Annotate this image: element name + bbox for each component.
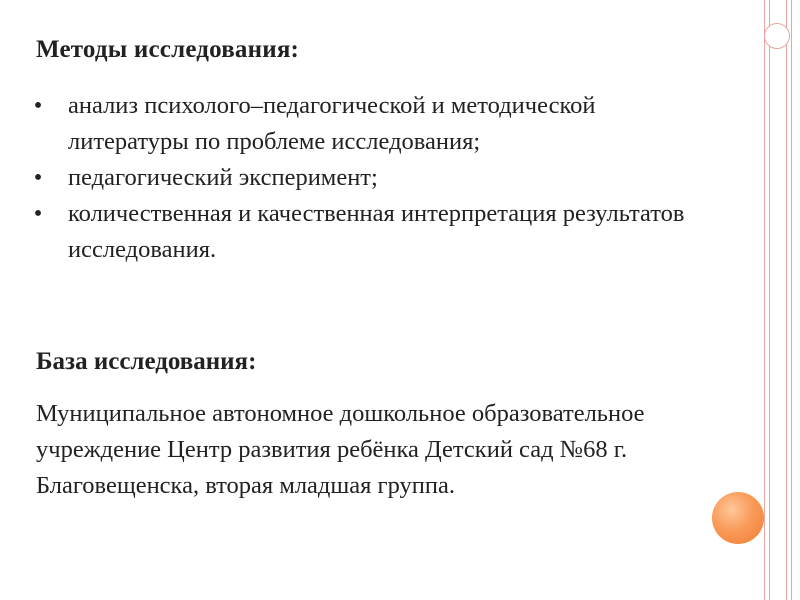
list-item <box>28 160 718 196</box>
decorative-ring-icon <box>764 23 790 49</box>
methods-list <box>28 88 718 268</box>
decorative-line <box>769 0 770 600</box>
list-item-text: анализ психолого–педагогической и методической литературы по проблеме исследования; <box>68 92 596 155</box>
list-item-text: педагогический эксперимент; <box>68 164 378 191</box>
decorative-line <box>764 0 765 600</box>
list-item <box>28 196 718 268</box>
base-heading: База исследования: <box>36 348 257 375</box>
bullet-icon: • <box>33 92 43 119</box>
decorative-line <box>786 0 787 600</box>
bullet-icon: • <box>33 164 43 191</box>
decorative-line <box>791 0 792 600</box>
base-text: Муниципальное автономное дошкольное образовательное учреждение Центр развития ребёнка Детский сад №68 г. Благовещенска, вторая младшая группа. <box>36 400 645 499</box>
methods-heading: Методы исследования: <box>36 36 300 63</box>
list-item-text: количественная и качественная интерпретация результатов исследования. <box>68 200 685 263</box>
list-item <box>28 88 718 160</box>
bullet-icon: • <box>33 200 43 227</box>
